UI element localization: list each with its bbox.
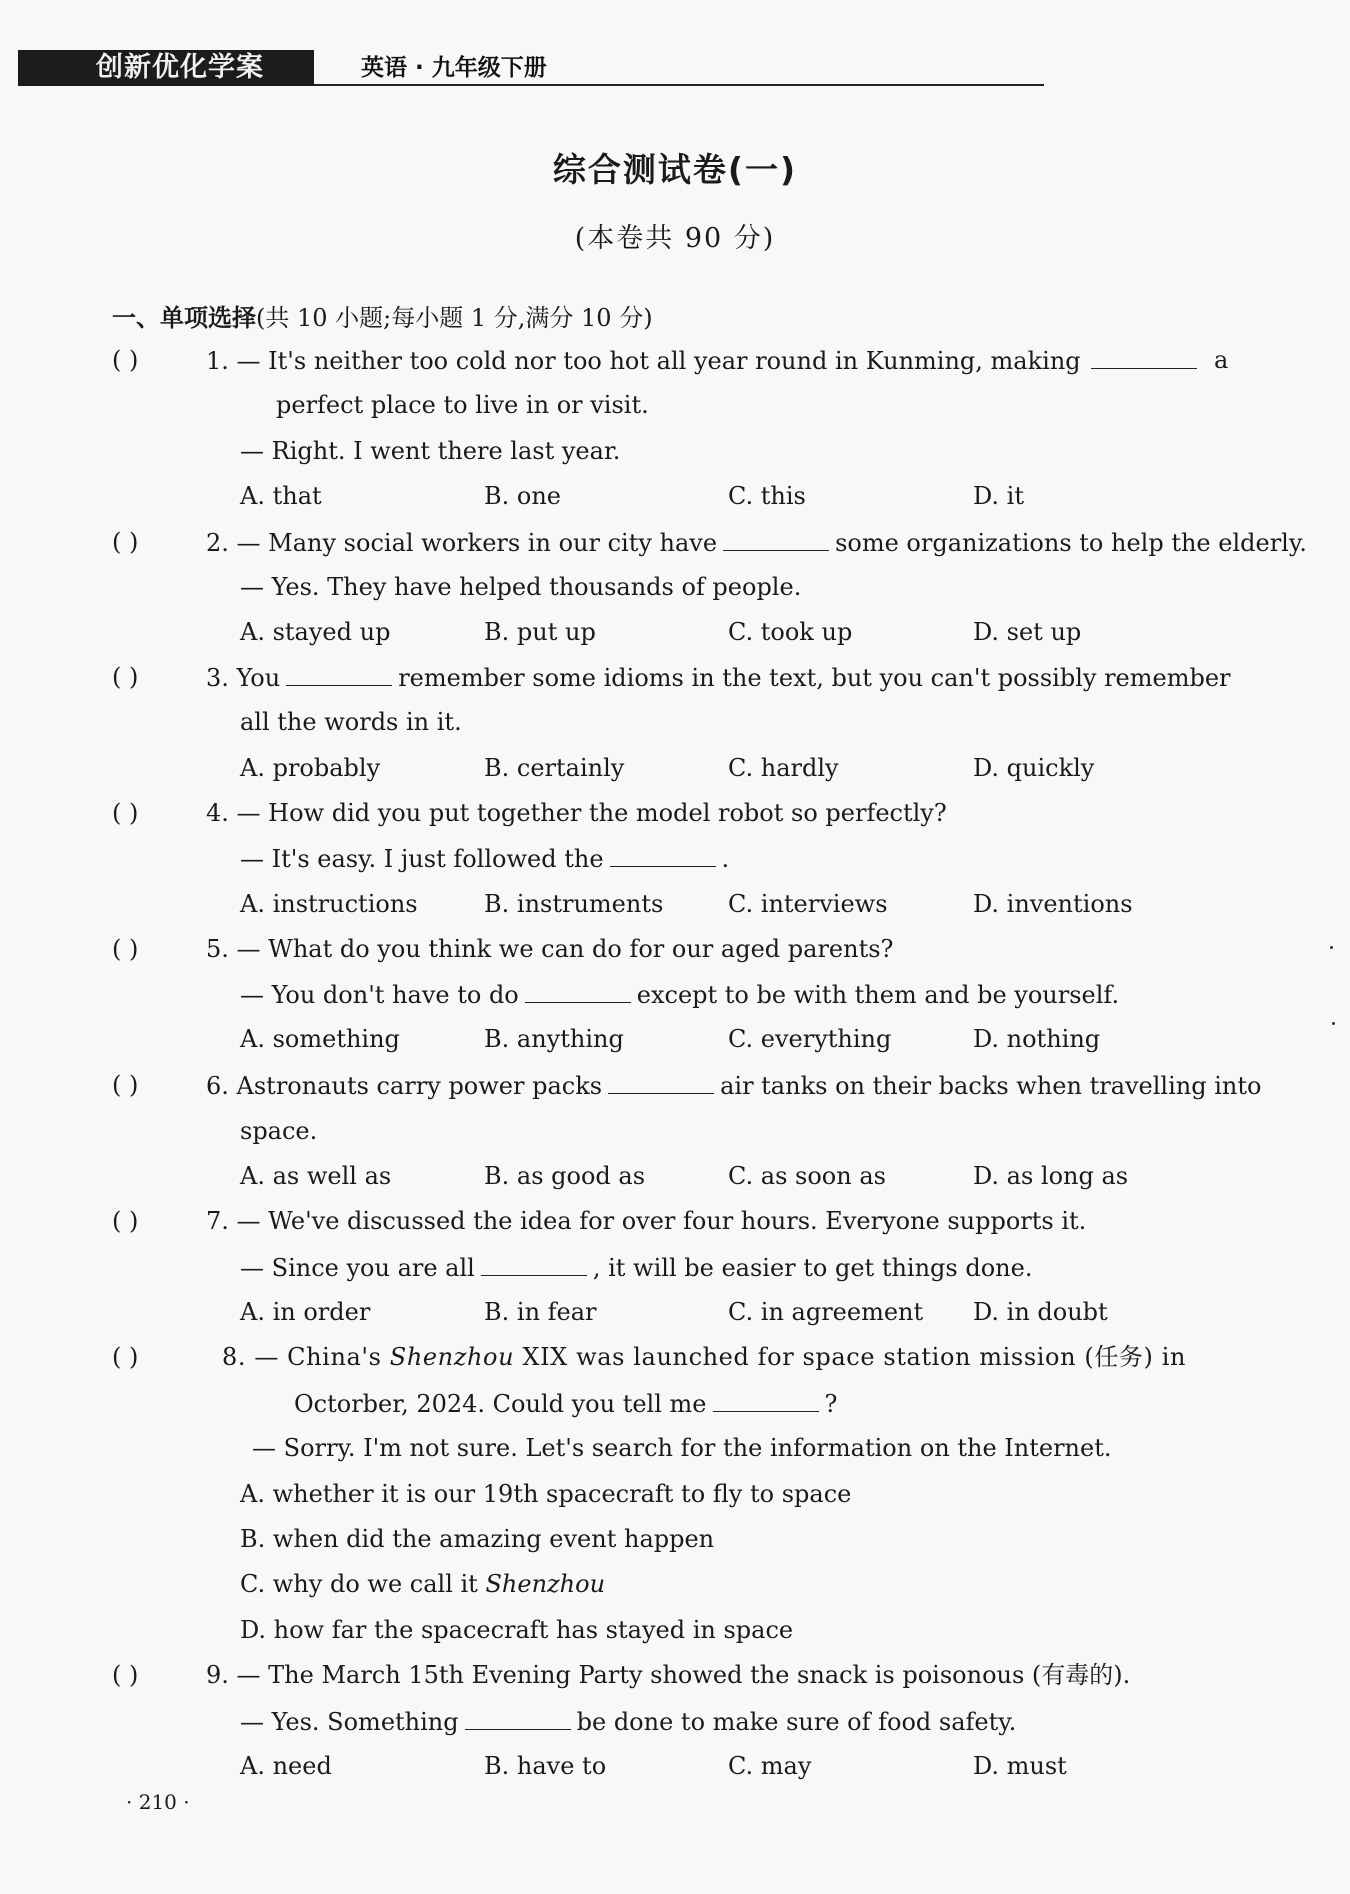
answer-bracket[interactable]: ( )	[112, 528, 139, 556]
question-7-line-2: — Since you are all , it will be easier to get things done.	[240, 1251, 1032, 1284]
question-1-line-1: 1. — It's neither too cold nor too hot all year round in Kunming, making	[206, 344, 1203, 377]
option-d: D. in doubt	[973, 1298, 1108, 1326]
question-8-line-1: 8. — China's Shenzhou XIX was launched for space station mission (任务) in	[222, 1343, 1187, 1371]
question-9-line-1: 9. — The March 15th Evening Party showed the snack is poisonous (有毒的).	[206, 1661, 1131, 1689]
section-label: 一、单项选择	[112, 304, 256, 332]
answer-bracket[interactable]: ( )	[112, 1343, 139, 1371]
question-4-line-1: 4. — How did you put together the model robot so perfectly?	[206, 799, 947, 827]
answer-bracket[interactable]: ( )	[112, 935, 139, 963]
answer-blank[interactable]	[465, 1705, 571, 1730]
option-d: D. set up	[973, 618, 1082, 646]
option-d: D. it	[973, 482, 1024, 510]
answer-bracket[interactable]: ( )	[112, 346, 139, 374]
option-c: C. interviews	[728, 890, 888, 918]
question-8-line-2: Octorber, 2024. Could you tell me ?	[294, 1387, 837, 1420]
answer-blank[interactable]	[286, 661, 392, 686]
option-c: C. in agreement	[728, 1298, 924, 1326]
question-1-line-3: — Right. I went there last year.	[240, 437, 621, 465]
option-b: B. put up	[484, 618, 596, 646]
option-d: D. inventions	[973, 890, 1133, 918]
option-d: D. must	[973, 1752, 1067, 1780]
option-b: B. in fear	[484, 1298, 597, 1326]
option-b: B. as good as	[484, 1162, 646, 1190]
option-a: A. whether it is our 19th spacecraft to fly to space	[240, 1480, 852, 1508]
option-c: C. may	[728, 1752, 812, 1780]
page-title: 综合测试卷(一)	[552, 150, 798, 189]
answer-blank[interactable]	[610, 842, 716, 867]
page-number: · 210 ·	[126, 1790, 190, 1814]
question-1-line-1-end: a	[1214, 346, 1229, 374]
margin-speck	[1330, 946, 1333, 949]
answer-bracket[interactable]: ( )	[112, 663, 139, 691]
option-d: D. how far the spacecraft has stayed in space	[240, 1616, 794, 1644]
question-8-line-3: — Sorry. I'm not sure. Let's search for the information on the Internet.	[252, 1434, 1112, 1462]
option-a: A. probably	[240, 754, 381, 782]
page-header	[18, 50, 1028, 90]
option-d: D. quickly	[973, 754, 1095, 782]
question-1-line-2: perfect place to live in or visit.	[276, 391, 649, 419]
option-d: D. nothing	[973, 1025, 1101, 1053]
option-b: B. instruments	[484, 890, 664, 918]
option-a: A. need	[240, 1752, 332, 1780]
option-b: B. anything	[484, 1025, 624, 1053]
question-7-line-1: 7. — We've discussed the idea for over four hours. Everyone supports it.	[206, 1207, 1087, 1235]
question-2-line-2: — Yes. They have helped thousands of people.	[240, 573, 802, 601]
option-c: C. hardly	[728, 754, 839, 782]
option-c: C. as soon as	[728, 1162, 886, 1190]
option-b: B. have to	[484, 1752, 607, 1780]
answer-blank[interactable]	[713, 1387, 819, 1412]
answer-bracket[interactable]: ( )	[112, 1071, 139, 1099]
option-b: B. when did the amazing event happen	[240, 1525, 715, 1553]
section-note: (共 10 小题;每小题 1 分,满分 10 分)	[256, 304, 653, 332]
option-d: D. as long as	[973, 1162, 1129, 1190]
question-5-line-2: — You don't have to do except to be with them and be yourself.	[240, 978, 1119, 1011]
series-logo: 创新优化学案	[18, 50, 314, 86]
answer-blank[interactable]	[525, 978, 631, 1003]
question-4-line-2: — It's easy. I just followed the .	[240, 842, 729, 875]
option-c: C. this	[728, 482, 806, 510]
question-6-line-2: space.	[240, 1117, 318, 1145]
question-3-line-1: 3. You remember some idioms in the text, but you can't possibly remember	[206, 661, 1231, 694]
answer-blank[interactable]	[723, 526, 829, 551]
question-9-line-2: — Yes. Something be done to make sure of food safety.	[240, 1705, 1016, 1738]
margin-speck	[1332, 1022, 1335, 1025]
header-rule	[314, 84, 1044, 86]
option-c: C. took up	[728, 618, 853, 646]
option-a: A. instructions	[240, 890, 418, 918]
subject-label: 英语 · 九年级下册	[361, 55, 547, 81]
option-b: B. certainly	[484, 754, 625, 782]
answer-blank[interactable]	[1091, 344, 1197, 369]
option-a: A. something	[240, 1025, 400, 1053]
answer-bracket[interactable]: ( )	[112, 799, 139, 827]
option-c: C. why do we call it Shenzhou	[240, 1570, 606, 1598]
question-3-line-2: all the words in it.	[240, 708, 462, 736]
question-5-line-1: 5. — What do you think we can do for our aged parents?	[206, 935, 894, 963]
section-heading	[112, 298, 653, 333]
option-a: A. that	[240, 482, 322, 510]
option-a: A. stayed up	[240, 618, 391, 646]
answer-blank[interactable]	[481, 1251, 587, 1276]
page-subtitle: (本卷共 90 分)	[574, 223, 776, 254]
question-2-line-1: 2. — Many social workers in our city have some organizations to help the elderly.	[206, 526, 1307, 559]
option-a: A. in order	[240, 1298, 371, 1326]
answer-bracket[interactable]: ( )	[112, 1207, 139, 1235]
question-6-line-1: 6. Astronauts carry power packs air tanks on their backs when travelling into	[206, 1069, 1261, 1102]
answer-blank[interactable]	[608, 1069, 714, 1094]
answer-bracket[interactable]: ( )	[112, 1661, 139, 1689]
option-c: C. everything	[728, 1025, 892, 1053]
option-b: B. one	[484, 482, 562, 510]
option-a: A. as well as	[240, 1162, 392, 1190]
